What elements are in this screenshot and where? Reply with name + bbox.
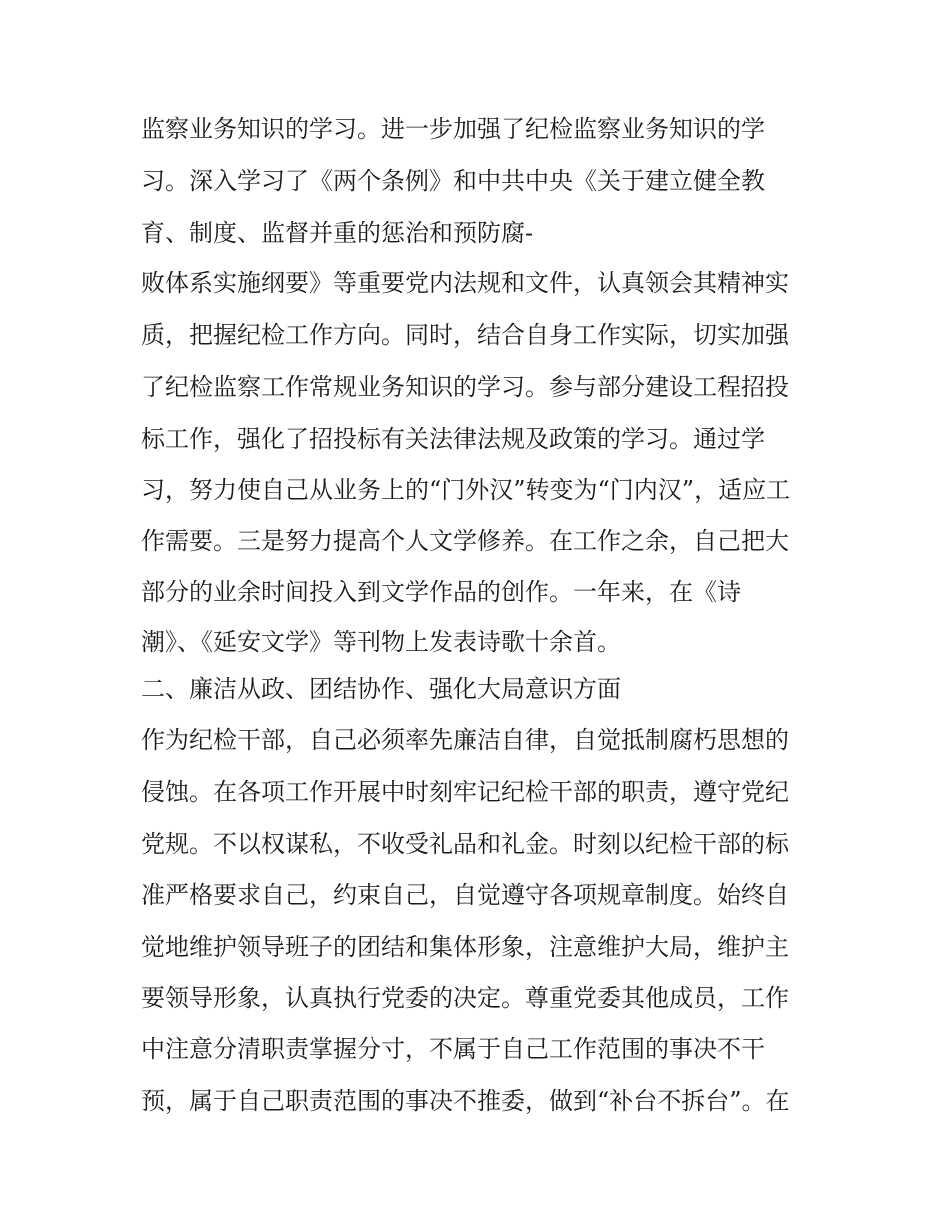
text-line-10: 部分的业余时间投入到文学作品的创作。一年来，在《诗 <box>141 578 741 606</box>
text-line-4: 败体系实施纲要》等重要党内法规和文件，认真领会其精神实 <box>141 269 789 297</box>
text-line-15: 党规。不以权谋私，不收受礼品和礼金。时刻以纪检干部的标 <box>141 830 789 858</box>
text-line-1: 监察业务知识的学习。进一步加强了纪检监察业务知识的学 <box>141 115 765 143</box>
text-line-18: 要领导形象，认真执行党委的决定。尊重党委其他成员，工作 <box>141 984 789 1012</box>
section-heading: 二、廉洁从政、团结协作、强化大局意识方面 <box>141 675 621 703</box>
text-line-9: 作需要。三是努力提高个人文学修养。在工作之余，自己把大 <box>141 527 789 555</box>
text-line-13: 作为纪检干部，自己必须率先廉洁自律，自觉抵制腐朽思想的 <box>141 726 789 754</box>
text-line-3: 育、制度、监督并重的惩治和预防腐- <box>141 219 534 247</box>
text-line-6: 了纪检监察工作常规业务知识的学习。参与部分建设工程招投 <box>141 373 789 401</box>
text-line-8: 习，努力使自己从业务上的“门外汉”转变为“门内汉”，适应工 <box>141 476 791 504</box>
text-line-19: 中注意分清职责掌握分寸，不属于自己工作范围的事决不干 <box>141 1035 765 1063</box>
text-line-16: 准严格要求自己，约束自己，自觉遵守各项规章制度。始终自 <box>141 881 789 909</box>
text-line-14: 侵蚀。在各项工作开展中时刻牢记纪检干部的职责，遵守党纪 <box>141 778 789 806</box>
text-line-11: 潮》、《延安文学》等刊物上发表诗歌十余首。 <box>141 628 621 656</box>
text-line-20: 预，属于自己职责范围的事决不推委，做到“补台不拆台”。在 <box>141 1087 790 1115</box>
text-line-2: 习。深入学习了《两个条例》和中共中央《关于建立健全教 <box>141 167 765 195</box>
text-line-7: 标工作，强化了招投标有关法律法规及政策的学习。通过学 <box>141 425 765 453</box>
text-line-5: 质，把握纪检工作方向。同时，结合自身工作实际，切实加强 <box>141 321 789 349</box>
text-line-17: 觉地维护领导班子的团结和集体形象，注意维护大局，维护主 <box>141 933 789 961</box>
